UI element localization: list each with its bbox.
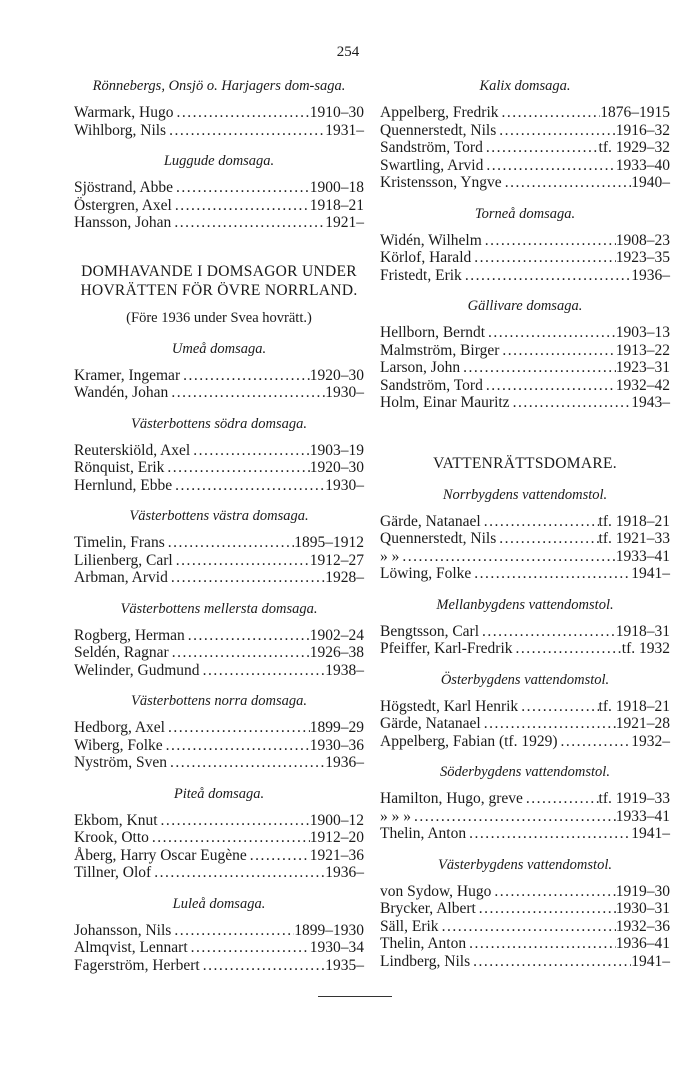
judge-years: 1916–32	[615, 121, 670, 139]
leader-dots	[247, 847, 310, 865]
court-section	[380, 672, 670, 751]
leader-dots	[491, 883, 615, 901]
court-section	[380, 487, 670, 583]
leader-dots	[471, 565, 631, 583]
judge-years: 1910–30	[309, 104, 364, 121]
court-title: Kalix domsaga.	[479, 78, 571, 94]
judge-entry	[380, 623, 670, 641]
court-section	[74, 416, 364, 495]
judge-entry	[380, 232, 670, 250]
court-section	[380, 78, 670, 192]
judge-entry	[380, 342, 670, 360]
judge-entry	[74, 939, 364, 957]
judge-entry	[74, 179, 364, 197]
judge-entry	[74, 459, 364, 477]
judge-years: 1941–	[631, 952, 670, 970]
judge-years: 1930–31	[615, 900, 670, 917]
judge-entry	[74, 552, 364, 570]
judge-list	[380, 790, 670, 843]
section-note: (Före 1936 under Svea hovrätt.)	[126, 309, 312, 326]
judge-entry	[74, 662, 364, 680]
judge-name: Nyström, Sven	[74, 754, 167, 771]
court-title: Västerbottens västra domsaga.	[129, 508, 309, 524]
judge-name: Löwing, Folke	[380, 565, 472, 582]
court-title: Västerbottens mellersta domsaga.	[120, 600, 318, 617]
judge-entry	[380, 324, 670, 342]
judge-years: 1933–41	[615, 807, 670, 825]
leader-dots	[171, 922, 294, 940]
judge-years: 1899–1930	[294, 921, 364, 939]
leader-dots	[485, 324, 616, 342]
judge-years: 1941–	[631, 825, 670, 842]
leader-dots	[466, 825, 631, 843]
judge-name: Tillner, Olof	[74, 864, 152, 881]
judge-entry	[380, 698, 670, 716]
court-section	[380, 857, 670, 971]
judge-years: 1923–35	[615, 249, 670, 266]
judge-name: Hedborg, Axel	[74, 719, 165, 736]
judge-entry	[74, 719, 364, 737]
judge-name: Hellborn, Berndt	[380, 324, 486, 341]
leader-dots	[399, 548, 615, 566]
judge-entry	[380, 883, 670, 901]
leader-dots	[411, 808, 616, 826]
judge-entry	[74, 384, 364, 402]
judge-name: Thelin, Anton	[380, 935, 467, 952]
leader-dots	[481, 513, 599, 531]
judge-years: 1918–21	[309, 196, 364, 214]
judge-name: Kristensson, Yngve	[380, 174, 502, 191]
judge-name: Högstedt, Karl Henrik	[380, 697, 519, 715]
leader-dots	[460, 359, 616, 377]
leader-dots	[165, 719, 310, 737]
judge-list	[74, 367, 364, 402]
judge-years: 1936–	[325, 754, 364, 771]
judge-name: Wihlborg, Nils	[74, 121, 167, 139]
judge-entry	[74, 847, 364, 865]
leader-dots	[188, 939, 310, 957]
judge-entry	[380, 790, 670, 808]
judge-list	[380, 883, 670, 971]
leader-dots	[479, 623, 616, 641]
judge-years: 1933–41	[615, 547, 670, 565]
judge-years: 1921–	[325, 214, 364, 231]
judge-name: Johansson, Nils	[74, 921, 172, 939]
section-heading-block	[74, 262, 364, 327]
judge-entry	[74, 922, 364, 940]
judge-name: Appelberg, Fabian (tf. 1929)	[380, 732, 558, 750]
judge-name: Hernlund, Ebbe	[74, 476, 173, 494]
judge-entry	[74, 754, 364, 772]
leader-dots	[165, 534, 295, 552]
judge-entry	[74, 534, 364, 552]
court-section	[74, 693, 364, 772]
judge-name: Hamilton, Hugo, greve	[380, 790, 523, 807]
judge-years: 1919–30	[615, 882, 670, 900]
judge-entry	[74, 104, 364, 122]
leader-dots	[164, 459, 309, 477]
judge-years: 1928–	[325, 569, 364, 586]
judge-name: Arbman, Arvid	[74, 569, 168, 586]
leader-dots	[173, 552, 310, 570]
leader-dots	[483, 157, 615, 175]
court-section	[74, 601, 364, 680]
judge-entry	[74, 864, 364, 882]
judge-entry	[380, 513, 670, 531]
judge-name: Gärde, Natanael	[380, 715, 481, 732]
judge-years: 1931–	[325, 121, 364, 139]
leader-dots	[171, 214, 325, 232]
judge-name: Almqvist, Lennart	[74, 939, 188, 956]
judge-entry	[74, 627, 364, 645]
judge-entry	[380, 918, 670, 936]
judge-name: von Sydow, Hugo	[380, 882, 492, 900]
judge-name: Widén, Wilhelm	[380, 231, 482, 249]
judge-entry	[74, 442, 364, 460]
court-section	[74, 508, 364, 587]
judge-entry	[380, 377, 670, 395]
judge-entry	[380, 139, 670, 157]
judge-entry	[74, 367, 364, 385]
judge-entry	[380, 174, 670, 192]
judge-years: 1932–42	[615, 376, 670, 394]
judge-years: tf. 1919–33	[598, 790, 670, 807]
court-title: Söderbygdens vattendomstol.	[440, 764, 610, 780]
leader-dots	[169, 644, 310, 662]
leader-dots	[482, 232, 616, 250]
judge-name: Fristedt, Erik	[380, 266, 462, 284]
judge-years: 1930–	[325, 476, 364, 494]
judge-name: Reuterskiöld, Axel	[74, 441, 191, 459]
judge-name: Lilienberg, Carl	[74, 551, 173, 569]
judge-years: 1936–	[631, 266, 670, 284]
judge-entry	[380, 565, 670, 583]
judge-years: 1932–	[631, 732, 670, 750]
leader-dots	[167, 754, 325, 772]
judge-years: 1900–12	[309, 811, 364, 829]
judge-list	[74, 812, 364, 882]
judge-list	[380, 698, 670, 751]
judge-years: 1908–23	[615, 231, 670, 249]
judge-list	[74, 534, 364, 587]
judge-years: tf. 1929–32	[598, 139, 670, 156]
end-rule	[318, 996, 392, 997]
judge-list	[74, 179, 364, 232]
leader-dots	[180, 367, 310, 385]
leader-dots	[149, 829, 310, 847]
leader-dots	[185, 627, 310, 645]
judge-name: Fagerström, Herbert	[74, 956, 200, 974]
judge-years: 1903–13	[615, 324, 670, 341]
leader-dots	[471, 249, 616, 267]
judge-years: 1923–31	[615, 359, 670, 376]
judge-entry	[380, 104, 670, 122]
court-title: Västerbygdens vattendomstol.	[438, 856, 612, 873]
judge-list	[74, 442, 364, 495]
judge-name: Larson, John	[380, 359, 461, 376]
leader-dots	[190, 442, 310, 460]
judge-years: 1895–1912	[294, 534, 364, 551]
judge-years: 1926–38	[309, 644, 364, 661]
judge-entry	[380, 953, 670, 971]
judge-entry	[74, 569, 364, 587]
judge-name: Quennerstedt, Nils	[380, 121, 497, 139]
judge-years: 1920–30	[309, 459, 364, 476]
judge-name: Warmark, Hugo	[74, 104, 174, 121]
leader-dots	[151, 864, 325, 882]
court-title: Luleå domsaga.	[172, 895, 266, 912]
judge-years: 1921–28	[615, 715, 670, 732]
judge-entry	[380, 359, 670, 377]
judge-entry	[74, 214, 364, 232]
judge-list	[380, 232, 670, 285]
court-section	[74, 341, 364, 402]
judge-years: 1930–	[325, 384, 364, 401]
judge-entry	[74, 644, 364, 662]
judge-entry	[380, 900, 670, 918]
judge-entry	[380, 733, 670, 751]
judge-name: Bengtsson, Carl	[380, 622, 480, 640]
court-title: Luggude domsaga.	[163, 153, 275, 169]
leader-dots	[481, 715, 616, 733]
judge-entry	[74, 812, 364, 830]
leader-dots	[166, 122, 325, 140]
judge-years: 1912–20	[309, 829, 364, 846]
leader-dots	[173, 179, 310, 197]
court-section	[74, 78, 364, 139]
court-title: Rönnebergs, Onsjö o. Harjagers dom-saga.	[92, 78, 346, 94]
leader-dots	[499, 342, 615, 360]
judge-entry	[380, 715, 670, 733]
judge-years: 1921–36	[309, 846, 364, 864]
leader-dots	[496, 530, 598, 548]
judge-name: Rönquist, Erik	[74, 459, 165, 476]
judge-years: 1900–18	[309, 179, 364, 196]
judge-name: Ekbom, Knut	[74, 811, 158, 829]
court-section	[74, 153, 364, 232]
judge-name: Sandström, Tord	[380, 376, 483, 394]
leader-dots	[172, 197, 310, 215]
judge-entry	[380, 157, 670, 175]
judge-years: 1912–27	[309, 551, 364, 569]
judge-list	[74, 922, 364, 975]
leader-dots	[470, 953, 631, 971]
leader-dots	[523, 790, 599, 808]
judge-years: 1940–	[631, 174, 670, 191]
leader-dots	[483, 139, 599, 157]
leader-dots	[496, 122, 616, 140]
judge-years: 1902–24	[309, 626, 364, 644]
left-column	[74, 78, 364, 974]
judge-name: Pfeiffer, Karl-Fredrik	[380, 640, 513, 657]
court-title: Piteå domsaga.	[173, 785, 265, 802]
judge-name: Körlof, Harald	[380, 249, 472, 266]
judge-years: 1932–36	[615, 917, 670, 935]
court-section	[380, 764, 670, 843]
leader-dots	[483, 377, 616, 395]
judge-years: tf. 1918–21	[598, 697, 670, 715]
section-heading: VATTENRÄTTSDOMARE.	[433, 454, 617, 472]
judge-years: tf. 1921–33	[598, 530, 670, 547]
judge-name: Appelberg, Fredrik	[380, 104, 499, 121]
judge-name: Hansson, Johan	[74, 214, 172, 231]
leader-dots	[173, 104, 309, 122]
judge-list	[380, 104, 670, 192]
court-title: Österbygdens vattendomstol.	[440, 671, 610, 688]
judge-name: Åberg, Harry Oscar Eugène	[74, 846, 247, 864]
judge-entry	[74, 122, 364, 140]
judge-list	[380, 513, 670, 583]
judge-years: 1936–	[325, 864, 364, 881]
court-title: Norrbygdens vattendomstol.	[442, 486, 608, 503]
judge-name: » »	[380, 547, 400, 565]
judge-entry	[380, 935, 670, 953]
leader-dots	[558, 733, 632, 751]
leader-dots	[200, 662, 326, 680]
judge-name: Timelin, Frans	[74, 534, 165, 551]
judge-list	[74, 719, 364, 772]
judge-years: 1903–19	[309, 441, 364, 459]
judge-name: » » »	[380, 807, 411, 825]
leader-dots	[518, 698, 598, 716]
judge-entry	[74, 957, 364, 975]
judge-name: Kramer, Ingemar	[74, 366, 181, 384]
leader-dots	[163, 737, 310, 755]
leader-dots	[462, 267, 631, 285]
leader-dots	[513, 640, 622, 658]
judge-entry	[380, 808, 670, 826]
leader-dots	[510, 394, 632, 412]
judge-name: Quennerstedt, Nils	[380, 530, 497, 547]
judge-entry	[380, 267, 670, 285]
judge-entry	[380, 640, 670, 658]
judge-list	[380, 324, 670, 412]
court-title: Torneå domsaga.	[474, 205, 576, 222]
judge-name: Seldén, Ragnar	[74, 644, 169, 661]
leader-dots	[439, 918, 616, 936]
judge-name: Säll, Erik	[380, 917, 439, 935]
judge-years: 1936–41	[615, 935, 670, 952]
court-title: Umeå domsaga.	[171, 340, 267, 357]
court-title: Mellanbygdens vattendomstol.	[436, 596, 614, 613]
leader-dots	[172, 477, 325, 495]
leader-dots	[168, 569, 325, 587]
leader-dots	[499, 104, 601, 122]
page-number: 254	[336, 44, 360, 60]
section-heading-block	[380, 454, 670, 473]
leader-dots	[168, 384, 325, 402]
judge-years: 1938–	[325, 661, 364, 679]
judge-name: Rogberg, Herman	[74, 626, 185, 644]
judge-entry	[380, 530, 670, 548]
judge-years: 1913–22	[615, 341, 670, 359]
judge-name: Sandström, Tord	[380, 139, 483, 156]
judge-name: Holm, Einar Mauritz	[380, 394, 510, 411]
judge-years: 1930–34	[309, 939, 364, 956]
judge-years: 1876–1915	[600, 104, 670, 121]
judge-name: Östergren, Axel	[74, 196, 172, 214]
leader-dots	[466, 935, 616, 953]
judge-list	[74, 627, 364, 680]
judge-entry	[380, 122, 670, 140]
leader-dots	[158, 812, 310, 830]
judge-years: 1899–29	[309, 719, 364, 736]
judge-list	[74, 104, 364, 139]
judge-entry	[74, 737, 364, 755]
court-section	[74, 896, 364, 975]
judge-name: Welinder, Gudmund	[74, 661, 200, 679]
judge-years: 1943–	[631, 394, 670, 411]
judge-name: Swartling, Arvid	[380, 156, 484, 174]
section-heading: DOMHAVANDE I DOMSAGOR UNDER HOVRÄTTEN FÖR ÖVRE NORRLAND.	[80, 262, 358, 299]
judge-entry	[380, 825, 670, 843]
judge-list	[380, 623, 670, 658]
judge-years: 1918–31	[615, 622, 670, 640]
leader-dots	[476, 900, 616, 918]
judge-years: 1941–	[631, 565, 670, 582]
court-section	[380, 298, 670, 412]
judge-name: Lindberg, Nils	[380, 952, 471, 970]
leader-dots	[502, 174, 632, 192]
judge-entry	[380, 548, 670, 566]
judge-name: Brycker, Albert	[380, 900, 476, 917]
court-section	[74, 786, 364, 882]
right-column	[380, 78, 670, 970]
judge-years: tf. 1932	[621, 640, 670, 657]
judge-entry	[380, 249, 670, 267]
judge-name: Thelin, Anton	[380, 825, 467, 842]
judge-name: Krook, Otto	[74, 829, 149, 846]
judge-years: 1935–	[325, 956, 364, 974]
judge-entry	[380, 394, 670, 412]
judge-years: 1920–30	[309, 366, 364, 384]
court-title: Västerbottens södra domsaga.	[130, 415, 308, 432]
judge-entry	[74, 477, 364, 495]
judge-name: Sjöstrand, Abbe	[74, 179, 174, 196]
judge-name: Gärde, Natanael	[380, 512, 481, 530]
court-section	[380, 206, 670, 285]
court-title: Gällivare domsaga.	[467, 298, 583, 314]
judge-name: Wiberg, Folke	[74, 736, 163, 754]
judge-years: tf. 1918–21	[598, 512, 670, 530]
judge-years: 1933–40	[615, 156, 670, 174]
judge-years: 1930–36	[309, 736, 364, 754]
court-title: Västerbottens norra domsaga.	[130, 693, 308, 709]
judge-entry	[74, 197, 364, 215]
judge-name: Wandén, Johan	[74, 384, 169, 401]
judge-entry	[74, 829, 364, 847]
court-section	[380, 597, 670, 658]
leader-dots	[200, 957, 326, 975]
judge-name: Malmström, Birger	[380, 341, 500, 359]
